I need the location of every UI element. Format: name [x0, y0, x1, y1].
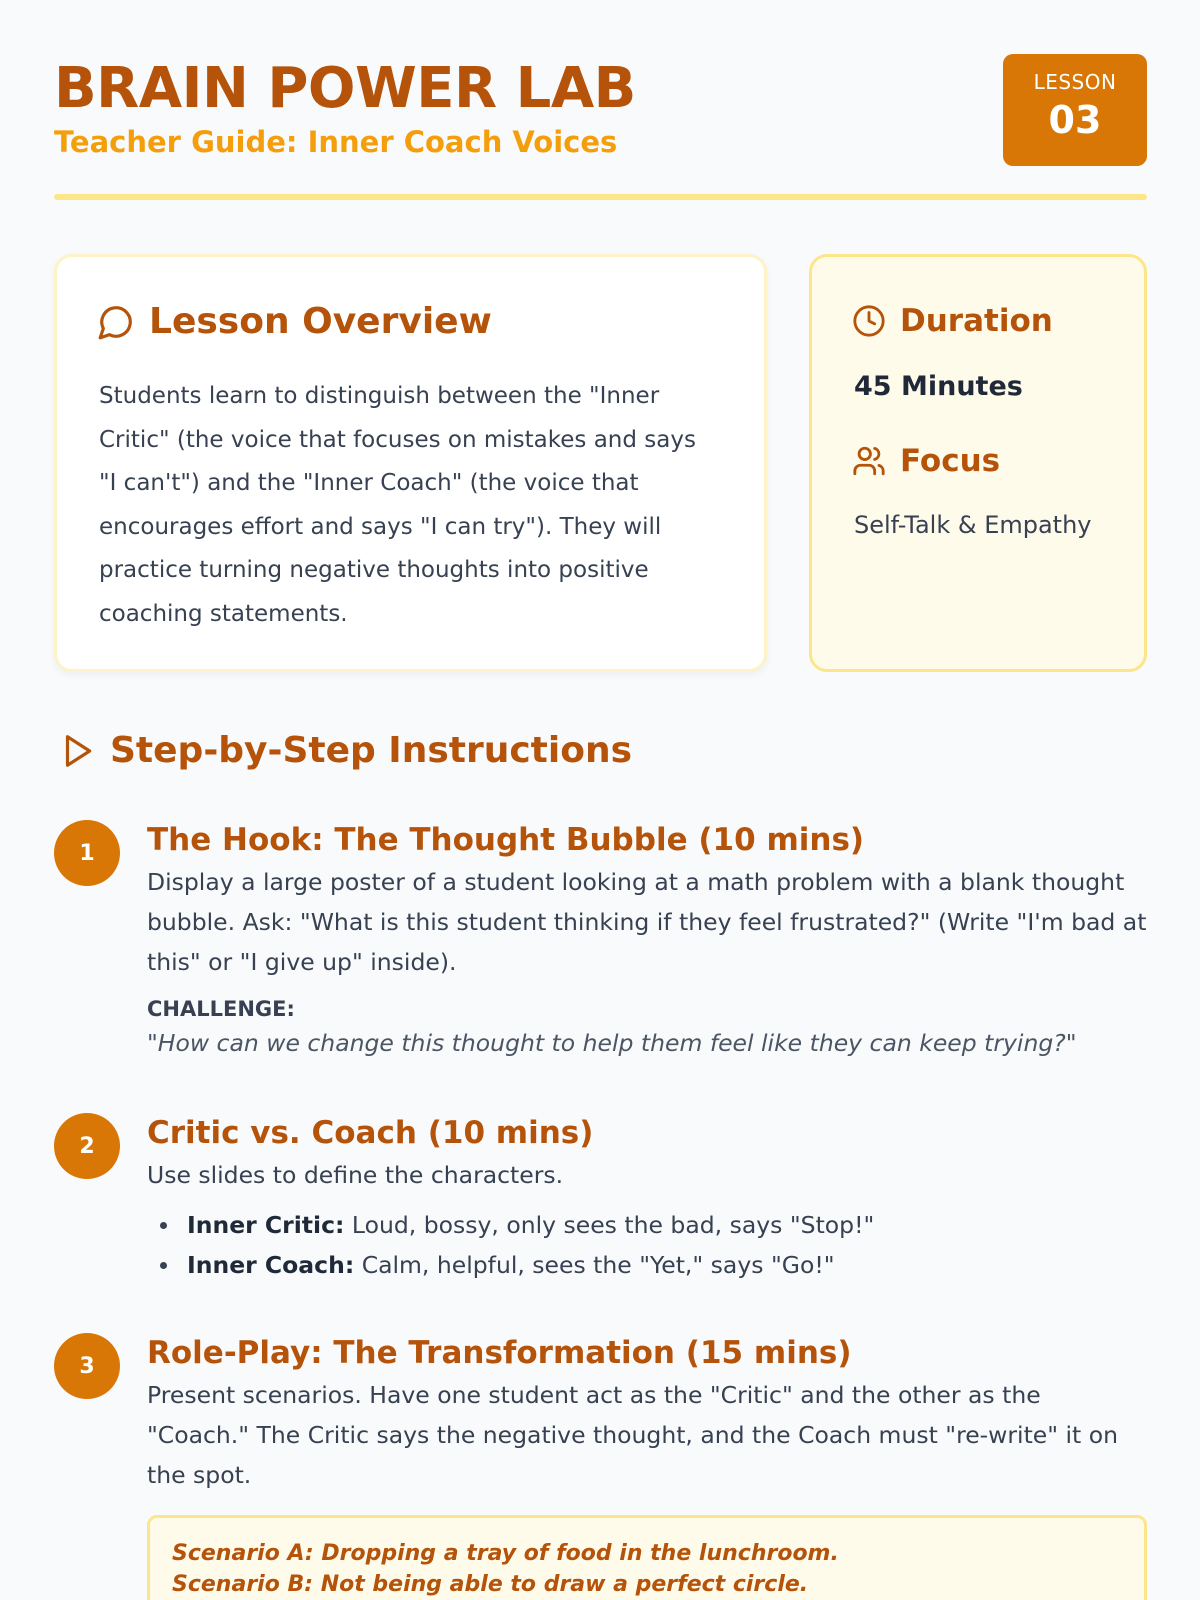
- step-description: Use slides to define the characters.: [147, 1161, 564, 1189]
- list-item-text: Loud, bossy, only sees the bad, says "Stop!": [344, 1211, 875, 1239]
- lesson-badge-label: LESSON: [1033, 70, 1117, 94]
- challenge-text: "How can we change this thought to help them feel like they can keep trying?": [147, 1029, 1077, 1057]
- character-list: [147, 1205, 1147, 1285]
- step-description: Present scenarios. Have one student act as the "Critic" and the other as the "Coach." The Critic says the negative thought, and the Coach must "re-write" it on the spot.: [147, 1381, 1119, 1489]
- step-number: 2: [54, 1113, 120, 1179]
- lesson-info-card: [809, 254, 1147, 672]
- page-subtitle: Teacher Guide: Inner Coach Voices: [54, 125, 618, 159]
- scenario-box: [147, 1515, 1147, 1600]
- duration-value: 45 Minutes: [854, 371, 1023, 402]
- overview-heading-label: Lesson Overview: [149, 301, 492, 342]
- step-body: [147, 1113, 1147, 1285]
- step-body: [147, 1333, 1147, 1600]
- step-description: Display a large poster of a student looking at a math problem with a blank thought bubble. Ask: "What is this student thinking if they feel frustrated?" (Write "I'm bad at this" or "I give up" inside).: [147, 868, 1147, 976]
- list-item-term: Inner Coach:: [187, 1251, 355, 1279]
- list-item-term: Inner Critic:: [187, 1211, 345, 1239]
- play-icon: [58, 732, 96, 770]
- step-title: Role-Play: The Transformation (15 mins): [147, 1335, 852, 1371]
- list-item: [147, 1205, 1147, 1245]
- step-number: 3: [54, 1333, 120, 1399]
- list-item: [147, 1245, 1147, 1285]
- page-title: BRAIN POWER LAB: [54, 56, 636, 121]
- focus-heading-label: Focus: [900, 443, 1001, 479]
- instructions-heading-label: Step-by-Step Instructions: [110, 730, 633, 771]
- lesson-badge: [1003, 54, 1147, 166]
- speech-bubble-icon: [97, 303, 135, 341]
- step-title: The Hook: The Thought Bubble (10 mins): [147, 822, 865, 858]
- instructions-heading: [58, 730, 632, 771]
- clock-icon: [852, 304, 886, 338]
- challenge-label: CHALLENGE:: [147, 997, 295, 1021]
- header: [54, 52, 1147, 200]
- focus-heading: [852, 443, 1000, 479]
- list-item-text: Calm, helpful, sees the "Yet," says "Go!": [354, 1251, 835, 1279]
- lesson-overview-card: [54, 254, 767, 672]
- focus-value: Self-Talk & Empathy: [854, 511, 1092, 539]
- users-icon: [852, 444, 886, 478]
- overview-text: Students learn to distinguish between the "Inner Critic" (the voice that focuses on mistakes and says "I can't") and the "Inner Coach" (the voice that encourages effort and says "I can try"). They will practice turning negative thoughts into positive coaching statements.: [99, 383, 696, 627]
- lesson-badge-number: 03: [1048, 98, 1102, 142]
- duration-heading: [852, 303, 1053, 339]
- scenario-a: Scenario A: Dropping a tray of food in the lunchroom.: [172, 1541, 839, 1566]
- scenario-b: Scenario B: Not being able to draw a perfect circle.: [172, 1572, 809, 1597]
- step-title: Critic vs. Coach (10 mins): [147, 1115, 594, 1151]
- step-body: [147, 820, 1147, 1062]
- duration-heading-label: Duration: [900, 303, 1053, 339]
- header-divider: [54, 194, 1147, 200]
- overview-heading: [97, 301, 492, 342]
- step-number: 1: [54, 820, 120, 886]
